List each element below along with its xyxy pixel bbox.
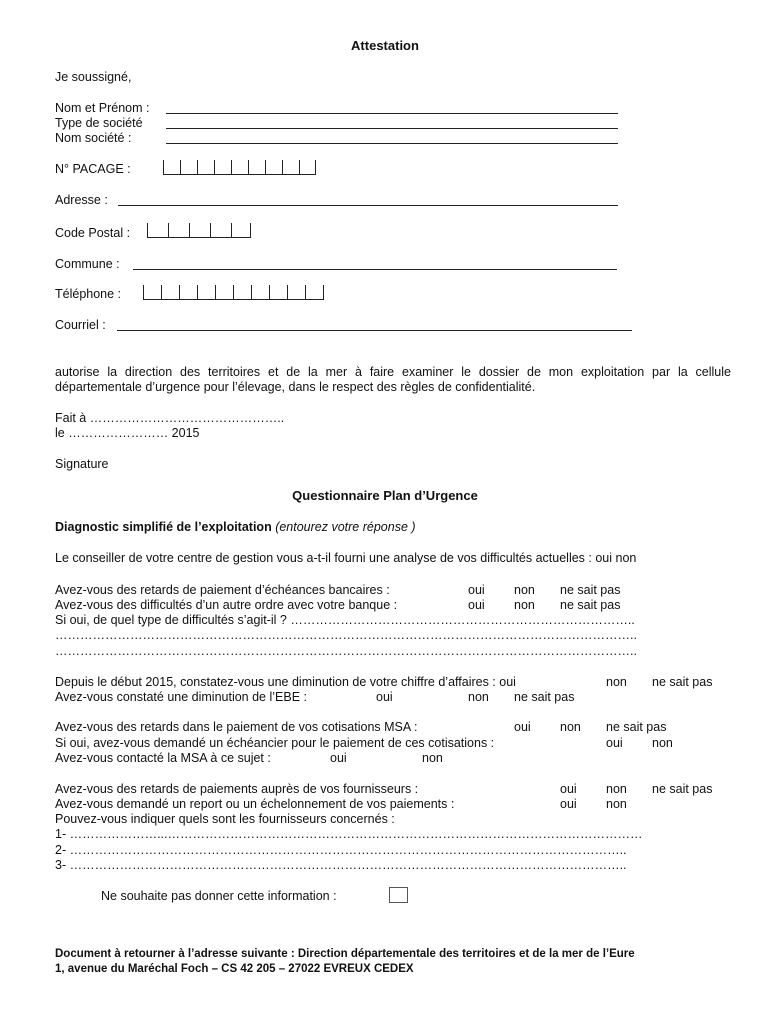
pacage-label: N° PACAGE : [55,162,131,176]
answer-oui[interactable]: oui [330,751,347,765]
date-line: le …………………… 2015 [55,426,200,440]
nom-societe-label: Nom société : [55,131,132,145]
answer-non[interactable]: non [652,736,673,750]
no-info-checkbox[interactable] [389,887,408,903]
q-ebe: Avez-vous constaté une diminution de l’EBE : [55,690,307,704]
autorise-paragraph: autorise la direction des territoires et de la mer à faire examiner le dossier de mon exploitation par la cellule départementale d’urgence pour l’élevage, dans le respect des règles de confidentialité. [55,365,731,394]
signature-label: Signature [55,457,109,471]
answer-non[interactable]: non [514,583,535,597]
answer-non[interactable]: non [606,797,627,811]
answer-nsp[interactable]: ne sait pas [514,690,575,704]
q-fournisseurs-lesquels: Pouvez-vous indiquer quels sont les fournisseurs concernés : [55,812,395,826]
q-msa-retards: Avez-vous des retards dans le paiement de vos cotisations MSA : [55,720,418,734]
diagnostic-heading [55,520,416,535]
code-postal-label: Code Postal : [55,226,131,240]
answer-oui[interactable]: oui [514,720,531,734]
footer-line-1: Document à retourner à l’adresse suivante : Direction départementale des territoires et de la mer de l’Eure [55,948,635,960]
telephone-label: Téléphone : [55,287,122,301]
q-chiffre-affaires: Depuis le début 2015, constatez-vous une diminution de votre chiffre d’affaires : oui [55,675,516,689]
courriel-label: Courriel : [55,318,106,332]
footer-line-2: 1, avenue du Maréchal Foch – CS 42 205 – 27022 EVREUX CEDEX [55,963,414,975]
adresse-field[interactable] [118,205,618,206]
answer-non[interactable]: non [422,751,443,765]
telephone-boxes[interactable] [143,285,324,301]
dots-line: ………………………………………………………………………………………………………………………….. [55,644,637,658]
q-retards-banque: Avez-vous des retards de paiement d’échéances bancaires : [55,583,390,597]
answer-nsp[interactable]: ne sait pas [560,583,621,597]
adresse-label: Adresse : [55,193,108,207]
answer-nsp[interactable]: ne sait pas [560,598,621,612]
fournisseur-2-line[interactable]: 2- …………………………………………………………………………………………………………………….. [55,843,627,857]
type-societe-field[interactable] [166,128,618,129]
answer-oui[interactable]: oui [606,736,623,750]
q-msa-echeancier: Si oui, avez-vous demandé un échéancier pour le paiement de ces cotisations : [55,736,495,750]
courriel-field[interactable] [117,330,632,331]
no-info-label: Ne souhaite pas donner cette information : [101,889,337,903]
nom-societe-field[interactable] [166,143,618,144]
answer-nsp[interactable]: ne sait pas [652,675,713,689]
answer-non[interactable]: non [560,720,581,734]
commune-label: Commune : [55,257,120,271]
diagnostic-hint: (entourez votre réponse ) [275,520,416,534]
answer-oui[interactable]: oui [468,598,485,612]
type-societe-label: Type de société [55,116,143,130]
intro-text: Je soussigné, [55,70,132,84]
pacage-boxes[interactable] [163,160,316,176]
answer-nsp[interactable]: ne sait pas [652,782,713,796]
nom-field[interactable] [166,113,618,114]
nom-label: Nom et Prénom : [55,101,150,115]
answer-non[interactable]: non [606,782,627,796]
answer-non[interactable]: non [606,675,627,689]
dots-line: ………………………………………………………………………………………………………………………….. [55,628,637,642]
q-msa-contact: Avez-vous contacté la MSA à ce sujet : [55,751,271,765]
answer-nsp[interactable]: ne sait pas [606,720,667,734]
diagnostic-title: Diagnostic simplifié de l’exploitation [55,520,272,534]
q-fournisseurs-retards: Avez-vous des retards de paiements auprès de vos fournisseurs : [55,782,419,796]
q-si-oui-type: Si oui, de quel type de difficultés s’agit-il ? ……………………………………………………………………….. [55,613,635,627]
answer-oui[interactable]: oui [468,583,485,597]
attestation-title: Attestation [351,38,419,53]
answer-oui[interactable]: oui [560,782,577,796]
fait-a-line: Fait à ……………………………………….. [55,411,285,425]
q-fournisseurs-report: Avez-vous demandé un report ou un échelonnement de vos paiements : [55,797,455,811]
commune-field[interactable] [133,269,617,270]
answer-oui[interactable]: oui [376,690,393,704]
questionnaire-title: Questionnaire Plan d’Urgence [292,488,478,503]
answer-oui[interactable]: oui [560,797,577,811]
code-postal-boxes[interactable] [147,223,251,239]
fournisseur-1-line[interactable]: 1- …………………...…………………………………………………………………………………………………… [55,827,643,841]
q-diff-banque: Avez-vous des difficultés d’un autre ordre avec votre banque : [55,598,398,612]
fournisseur-3-line[interactable]: 3- …………………………………………………………………………………………………………………….. [55,858,627,872]
q-conseiller: Le conseiller de votre centre de gestion vous a-t-il fourni une analyse de vos difficultés actuelles : oui non [55,551,637,565]
answer-non[interactable]: non [468,690,489,704]
answer-non[interactable]: non [514,598,535,612]
